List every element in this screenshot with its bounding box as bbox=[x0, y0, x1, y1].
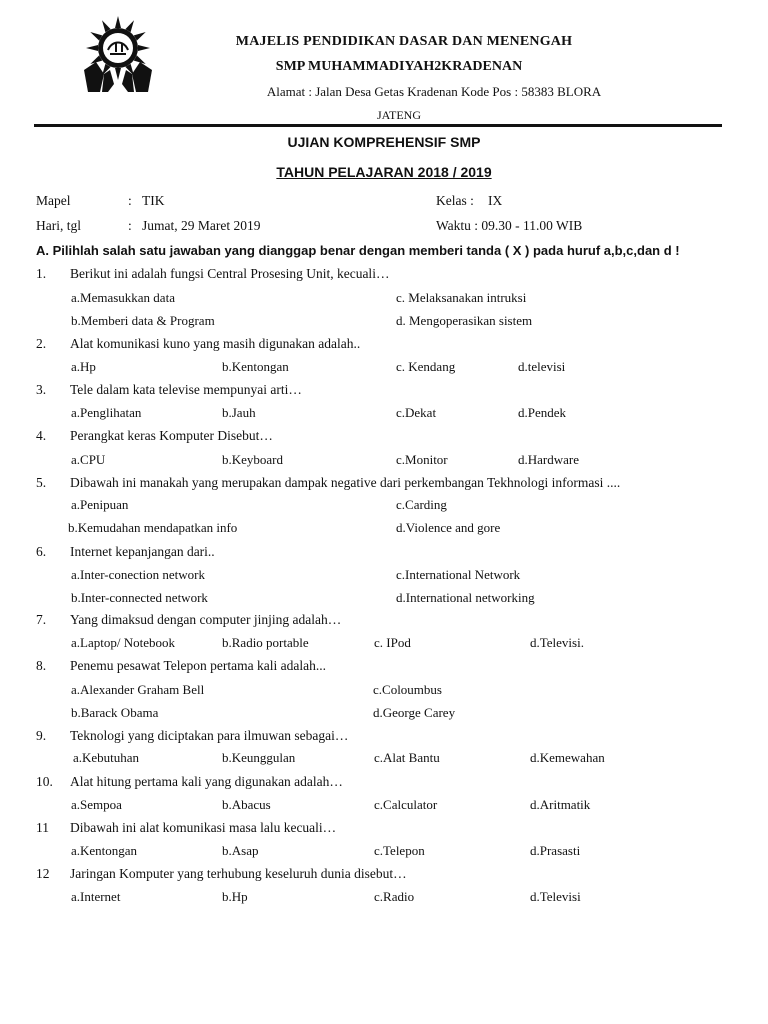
header-divider bbox=[34, 124, 722, 127]
question-text: Tele dalam kata televise mempunyai arti… bbox=[70, 382, 302, 397]
time-label: Waktu : 09.30 - 11.00 WIB bbox=[436, 218, 583, 233]
question-number: 3. bbox=[36, 382, 47, 397]
question-9 bbox=[36, 728, 348, 744]
option-b[interactable]: b.Abacus bbox=[222, 797, 271, 812]
option-b[interactable]: b.Barack Obama bbox=[71, 705, 159, 720]
question-number: 11 bbox=[36, 820, 49, 835]
option-b[interactable]: b.Memberi data & Program bbox=[71, 313, 215, 328]
question-4 bbox=[36, 428, 273, 444]
option-a[interactable]: a.Internet bbox=[71, 889, 121, 904]
option-d[interactable]: d.Prasasti bbox=[530, 843, 581, 858]
school-region: JATENG bbox=[377, 108, 421, 122]
option-d[interactable]: d.George Carey bbox=[373, 705, 456, 720]
subject-label: Mapel bbox=[36, 193, 71, 208]
option-c[interactable]: c. Melaksanakan intruksi bbox=[396, 290, 527, 305]
option-c[interactable]: c.Radio bbox=[374, 889, 415, 904]
option-a[interactable]: a.Laptop/ Notebook bbox=[71, 635, 175, 650]
question-text: Penemu pesawat Telepon pertama kali adalah... bbox=[70, 658, 326, 673]
option-c[interactable]: c.Calculator bbox=[374, 797, 438, 812]
option-c[interactable]: c. Kendang bbox=[396, 359, 456, 374]
question-5 bbox=[36, 475, 620, 491]
question-1 bbox=[36, 266, 389, 282]
question-number: 1. bbox=[36, 266, 47, 281]
question-number: 10. bbox=[36, 774, 53, 789]
subject-value: TIK bbox=[142, 193, 165, 208]
question-2 bbox=[36, 336, 360, 352]
option-a[interactable]: a.Penipuan bbox=[71, 497, 129, 512]
question-number: 6. bbox=[36, 544, 47, 559]
option-d[interactable]: d.Aritmatik bbox=[530, 797, 591, 812]
option-c[interactable]: c.Monitor bbox=[396, 452, 448, 467]
option-b[interactable]: b.Radio portable bbox=[222, 635, 309, 650]
question-text: Teknologi yang diciptakan para ilmuwan sebagai… bbox=[70, 728, 349, 743]
option-a[interactable]: a.Sempoa bbox=[71, 797, 122, 812]
question-6 bbox=[36, 544, 215, 560]
option-a[interactable]: a.Penglihatan bbox=[71, 405, 142, 420]
option-c[interactable]: c.International Network bbox=[396, 567, 521, 582]
option-b[interactable]: b.Hp bbox=[222, 889, 248, 904]
option-d[interactable]: d.Hardware bbox=[518, 452, 579, 467]
option-d[interactable]: d.Televisi bbox=[530, 889, 581, 904]
school-name: SMP MUHAMMADIYAH2KRADENAN bbox=[275, 59, 523, 74]
question-12 bbox=[36, 866, 407, 882]
option-b[interactable]: b.Asap bbox=[222, 843, 259, 858]
option-d[interactable]: d.International networking bbox=[396, 590, 535, 605]
question-text: Alat hitung pertama kali yang digunakan adalah… bbox=[70, 774, 343, 789]
question-number: 7. bbox=[36, 612, 47, 627]
option-a[interactable]: a.Kebutuhan bbox=[73, 750, 140, 765]
question-text: Jaringan Komputer yang terhubung keseluruh dunia disebut… bbox=[70, 866, 407, 881]
option-c[interactable]: c.Alat Bantu bbox=[374, 750, 440, 765]
option-b[interactable]: b.Inter-connected network bbox=[71, 590, 208, 605]
option-c[interactable]: c.Telepon bbox=[374, 843, 425, 858]
class-value: IX bbox=[488, 193, 503, 208]
option-d[interactable]: d.Televisi. bbox=[530, 635, 584, 650]
instruction-text: A. Pilihlah salah satu jawaban yang dianggap benar dengan memberi tanda ( X ) pada huruf a,b,c,dan d ! bbox=[36, 243, 680, 258]
option-a[interactable]: a.Memasukkan data bbox=[71, 290, 175, 305]
option-b[interactable]: b.Keyboard bbox=[222, 452, 284, 467]
question-text: Berikut ini adalah fungsi Central Prosesing Unit, kecuali… bbox=[70, 266, 390, 281]
option-d[interactable]: d.Violence and gore bbox=[396, 520, 501, 535]
organization-name: MAJELIS PENDIDIKAN DASAR DAN MENENGAH bbox=[235, 34, 573, 49]
question-text: Internet kepanjangan dari.. bbox=[70, 544, 215, 559]
question-number: 5. bbox=[36, 475, 47, 490]
option-d[interactable]: d. Mengoperasikan sistem bbox=[396, 313, 533, 328]
exam-year: TAHUN PELAJARAN 2018 / 2019 bbox=[276, 164, 492, 180]
question-7 bbox=[36, 612, 341, 628]
question-text: Perangkat keras Komputer Disebut… bbox=[70, 428, 273, 443]
exam-title: UJIAN KOMPREHENSIF SMP bbox=[287, 134, 481, 150]
question-number: 9. bbox=[36, 728, 47, 743]
date-colon: : bbox=[128, 218, 132, 233]
date-label: Hari, tgl bbox=[36, 218, 81, 233]
question-text: Dibawah ini alat komunikasi masa lalu kecuali… bbox=[70, 820, 337, 835]
question-10 bbox=[36, 774, 343, 790]
subject-colon: : bbox=[128, 193, 132, 208]
question-number: 4. bbox=[36, 428, 47, 443]
option-a[interactable]: a.CPU bbox=[71, 452, 106, 467]
question-11 bbox=[36, 820, 336, 836]
question-3 bbox=[36, 382, 302, 398]
question-text: Alat komunikasi kuno yang masih digunakan adalah.. bbox=[70, 336, 361, 351]
school-address: Alamat : Jalan Desa Getas Kradenan Kode Pos : 58383 BLORA bbox=[266, 84, 602, 99]
option-c[interactable]: c.Dekat bbox=[396, 405, 437, 420]
option-c[interactable]: c. IPod bbox=[374, 635, 411, 650]
question-text: Yang dimaksud dengan computer jinjing adalah… bbox=[70, 612, 342, 627]
option-a[interactable]: a.Hp bbox=[71, 359, 96, 374]
question-number: 12 bbox=[36, 866, 50, 881]
class-label: Kelas : bbox=[436, 193, 474, 208]
question-8 bbox=[36, 658, 326, 674]
question-number: 2. bbox=[36, 336, 47, 351]
option-b[interactable]: b.Kemudahan mendapatkan info bbox=[68, 520, 238, 535]
option-d[interactable]: d.televisi bbox=[518, 359, 566, 374]
option-d[interactable]: d.Kemewahan bbox=[530, 750, 605, 765]
option-b[interactable]: b.Keunggulan bbox=[222, 750, 296, 765]
question-number: 8. bbox=[36, 658, 47, 673]
option-d[interactable]: d.Pendek bbox=[518, 405, 567, 420]
option-a[interactable]: a.Inter-conection network bbox=[71, 567, 206, 582]
option-b[interactable]: b.Kentongan bbox=[222, 359, 289, 374]
option-a[interactable]: a.Alexander Graham Bell bbox=[71, 682, 205, 697]
option-c[interactable]: c.Coloumbus bbox=[373, 682, 442, 697]
question-text: Dibawah ini manakah yang merupakan dampak negative dari perkembangan Tekhnologi informasi .... bbox=[70, 475, 621, 490]
date-value: Jumat, 29 Maret 2019 bbox=[142, 218, 261, 233]
option-a[interactable]: a.Kentongan bbox=[71, 843, 138, 858]
option-c[interactable]: c.Carding bbox=[396, 497, 447, 512]
option-b[interactable]: b.Jauh bbox=[222, 405, 256, 420]
